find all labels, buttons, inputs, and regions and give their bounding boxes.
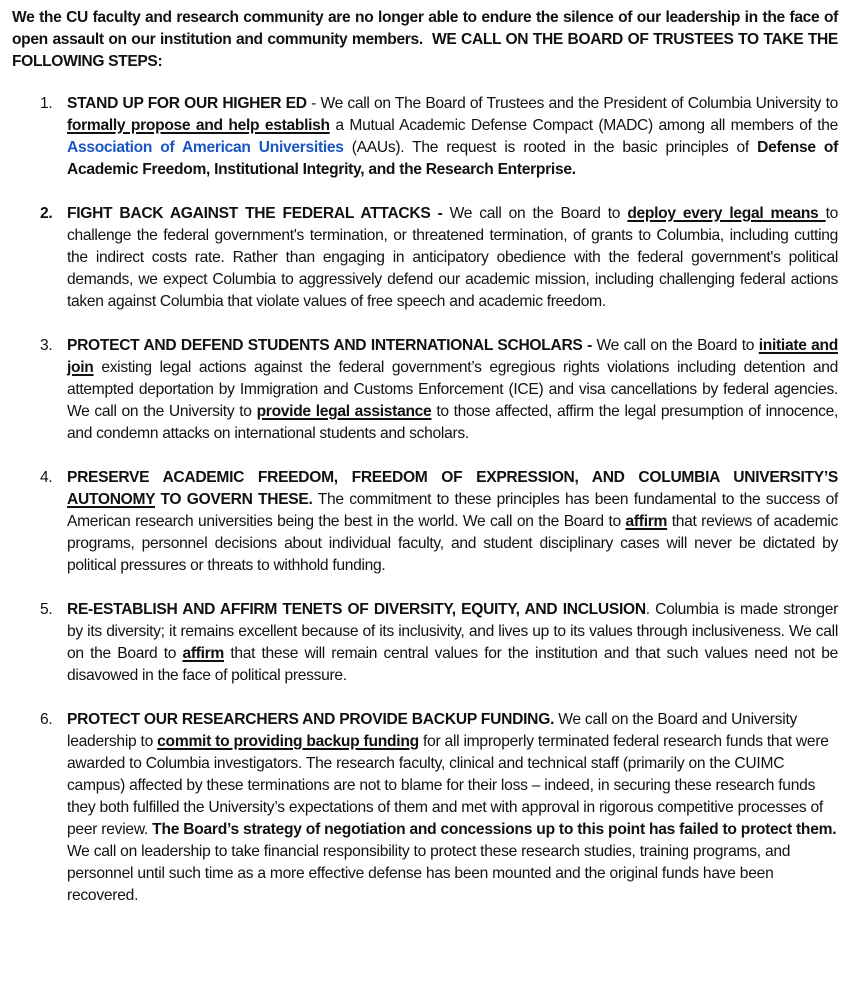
step-5 [12, 599, 838, 687]
step-text: The commitment to these principles has been fundamental to the success of American research universities being the best in the world. We call on the Board to [67, 491, 838, 530]
step-number: 4. [40, 469, 53, 486]
steps-list [12, 93, 838, 907]
step-text: to those affected, affirm the legal presumption of innocence, and condemn attacks on international students and scholars. [67, 403, 838, 442]
emphasis-underlined: commit to providing backup funding [157, 733, 419, 750]
step-text: We call on the Board and University leadership to [67, 711, 798, 750]
step-text: We call on the Board to [591, 337, 759, 354]
step-1 [12, 93, 838, 181]
emphasis-underlined: deploy every legal means [627, 205, 826, 222]
emphasis-underlined: affirm [625, 513, 668, 530]
step-text: for all improperly terminated federal research funds that were awarded to Columbia investigators. The research faculty, clinical and technical staff (primarily on the CUIMC campus) affected by these terminations are not to blame for their loss – indeed, in securing these research funds they both fulfilled the University’s expectations of them and met with approval in rigorous competitive processes of peer review. [67, 733, 829, 838]
step-3 [12, 335, 838, 445]
step-text: that reviews of academic programs, personnel decisions about individual faculty, and student disciplinary cases will never be dictated by political pressures or threats to withhold funding. [67, 513, 838, 574]
step-heading: RE-ESTABLISH AND AFFIRM TENETS OF DIVERSITY, EQUITY, AND INCLUSION [67, 601, 646, 618]
step-text: that these will remain central values for the institution and that such values need not be disavowed in the face of political pressure. [67, 645, 838, 684]
step-text: existing legal actions against the federal government’s egregious rights violations including detention and attempted deportation by Immigration and Customs Enforcement (ICE) and visa cancellations by federal agencies. We call on the University to [67, 359, 838, 420]
step-heading: PROTECT OUR RESEARCHERS AND PROVIDE BACKUP FUNDING. [67, 711, 555, 728]
step-number: 3. [40, 337, 53, 354]
aau-link[interactable]: Association of American Universities [67, 139, 344, 156]
heading-part: TO GOVERN THESE. [155, 491, 313, 508]
step-text: a Mutual Academic Defense Compact (MADC) among all members of the [329, 117, 839, 134]
step-number: 5. [40, 601, 53, 618]
step-text: . Columbia is made stronger by its diversity; it remains excellent because of its inclusivity, and lives up to its values through inclusiveness. We call on the Board to [67, 601, 838, 662]
intro-paragraph [12, 7, 838, 73]
step-number: 1. [40, 95, 53, 112]
intro-text: We the CU faculty and research community are no longer able to endure the silence of our leadership in the face of open assault on our institution and community members. [12, 9, 838, 48]
step-text: (AAUs). The request is rooted in the basic principles of [343, 139, 758, 156]
step-text: We call on leadership to take financial responsibility to protect these research studies, training programs, and personnel until such time as a more effective defense has been mounted and the original funds have been recovered. [67, 843, 791, 904]
step-text: We call on The Board of Trustees and the President of Columbia University to [320, 95, 838, 112]
step-4 [12, 467, 838, 577]
emphasis-bold: The Board’s strategy of negotiation and concessions up to this point has failed to protect them. [152, 821, 837, 838]
step-number: 6. [40, 711, 53, 728]
step-text: to challenge the federal government's termination, or threatened termination, of grants to Columbia, including cutting the indirect costs rate. Rather than engaging in anticipatory obedience with the federal government's political demands, we expect Columbia to aggressively defend our academic mission, including challenging federal actions taken against Columbia that violate values of free speech and academic freedom. [67, 205, 838, 310]
separator: - [306, 95, 321, 112]
heading-underlined: AUTONOMY [67, 491, 155, 508]
emphasis-bold: Defense of Academic Freedom, Institutional Integrity, and the Research Enterprise. [67, 139, 838, 178]
emphasis-underlined: affirm [182, 645, 224, 662]
heading-part: PRESERVE ACADEMIC FREEDOM, FREEDOM OF EXPRESSION, AND COLUMBIA UNIVERSITY’S [67, 469, 838, 486]
step-6 [12, 709, 838, 907]
emphasis-underlined: provide legal assistance [256, 403, 432, 420]
step-heading: FIGHT BACK AGAINST THE FEDERAL ATTACKS - [67, 205, 443, 222]
step-heading: STAND UP FOR OUR HIGHER ED [67, 95, 307, 112]
emphasis-underlined: formally propose and help establish [67, 117, 330, 134]
emphasis-underlined: initiate and join [67, 337, 838, 376]
step-heading: PROTECT AND DEFEND STUDENTS AND INTERNATIONAL SCHOLARS - [67, 337, 592, 354]
step-text: We call on the Board to [442, 205, 628, 222]
step-2 [12, 203, 838, 313]
step-number: 2. [40, 205, 53, 222]
intro-call-to-action: WE CALL ON THE BOARD OF TRUSTEES TO TAKE THE FOLLOWING STEPS: [12, 31, 838, 70]
